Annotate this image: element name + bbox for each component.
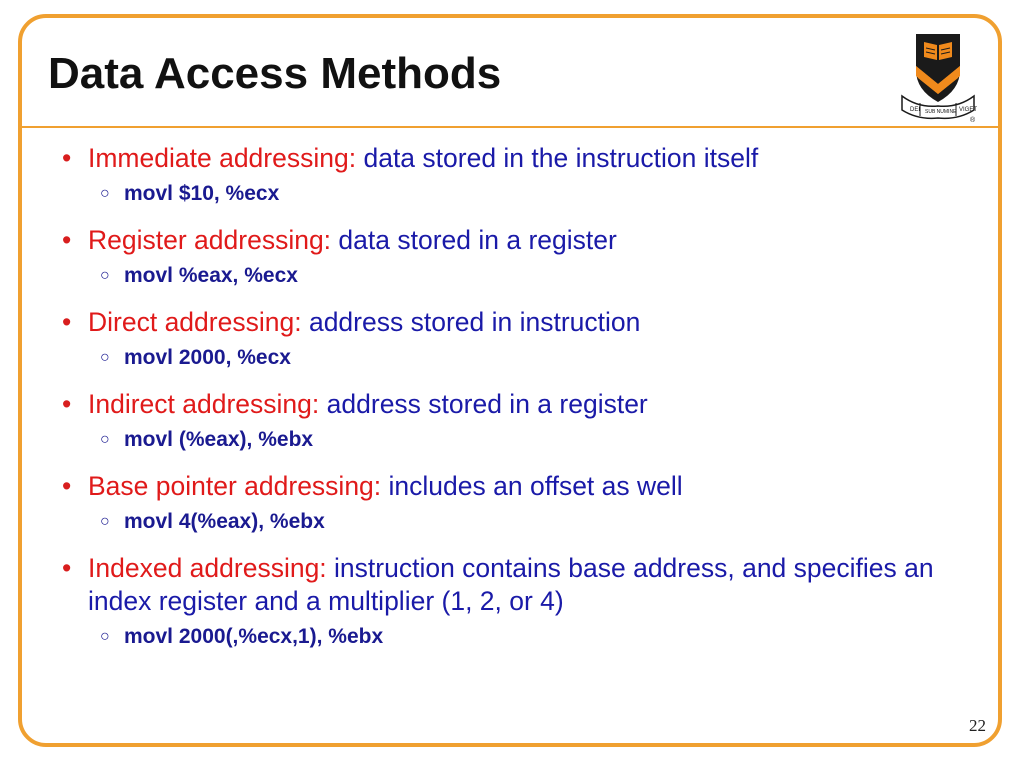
bullet-term: Indirect addressing: bbox=[88, 389, 320, 419]
bullet-term: Register addressing: bbox=[88, 225, 332, 255]
circle-bullet-icon: ○ bbox=[100, 185, 110, 202]
title-divider bbox=[18, 126, 1002, 128]
bullet-register bbox=[60, 224, 992, 257]
code-example: movl 4(%eax), %ebx bbox=[124, 510, 325, 533]
code-example: movl %eax, %ecx bbox=[124, 264, 298, 287]
example-direct bbox=[60, 345, 992, 371]
example-indexed bbox=[60, 624, 992, 650]
logo-motto-left: DEI bbox=[910, 107, 921, 113]
code-example: movl $10, %ecx bbox=[124, 182, 280, 205]
bullet-dot-icon: • bbox=[62, 143, 72, 173]
page-number: 22 bbox=[969, 716, 986, 735]
bullet-indirect bbox=[60, 388, 992, 421]
logo-registered-mark: ® bbox=[970, 117, 976, 122]
slide-title: Data Access Methods bbox=[48, 49, 502, 98]
example-immediate bbox=[60, 181, 992, 207]
logo-motto-mid: SUB NUMINE bbox=[925, 109, 957, 115]
bullet-description: address stored in instruction bbox=[308, 307, 641, 337]
circle-bullet-icon: ○ bbox=[100, 267, 110, 284]
logo-motto-right: VIGET bbox=[959, 107, 978, 113]
bullet-indexed bbox=[60, 552, 992, 618]
code-example: movl (%eax), %ebx bbox=[124, 428, 314, 451]
bullet-dot-icon: • bbox=[62, 389, 72, 419]
bullet-dot-icon: • bbox=[62, 307, 72, 337]
code-example: movl 2000(,%ecx,1), %ebx bbox=[124, 625, 384, 648]
circle-bullet-icon: ○ bbox=[100, 431, 110, 448]
bullet-dot-icon: • bbox=[62, 471, 72, 501]
bullet-base-pointer bbox=[60, 470, 992, 503]
bullet-term: Direct addressing: bbox=[88, 307, 302, 337]
example-register bbox=[60, 263, 992, 289]
bullet-description: data stored in the instruction itself bbox=[363, 143, 759, 173]
bullet-term: Immediate addressing: bbox=[88, 143, 357, 173]
bullet-description: includes an offset as well bbox=[388, 471, 683, 501]
bullet-description: data stored in a register bbox=[338, 225, 617, 255]
circle-bullet-icon: ○ bbox=[100, 349, 110, 366]
bullet-direct bbox=[60, 306, 992, 339]
bullet-description: instruction contains base address, and specifies an index register and a multiplier (1, 2, or 4) bbox=[88, 553, 934, 616]
bullet-dot-icon: • bbox=[62, 553, 72, 583]
princeton-shield-icon bbox=[896, 26, 980, 122]
bullet-dot-icon: • bbox=[62, 225, 72, 255]
bullet-list bbox=[60, 142, 992, 650]
code-example: movl 2000, %ecx bbox=[124, 346, 291, 369]
bullet-description: address stored in a register bbox=[326, 389, 648, 419]
circle-bullet-icon: ○ bbox=[100, 628, 110, 645]
example-indirect bbox=[60, 427, 992, 453]
example-base-pointer bbox=[60, 509, 992, 535]
circle-bullet-icon: ○ bbox=[100, 513, 110, 530]
bullet-term: Indexed addressing: bbox=[88, 553, 327, 583]
bullet-immediate bbox=[60, 142, 992, 175]
bullet-term: Base pointer addressing: bbox=[88, 471, 382, 501]
